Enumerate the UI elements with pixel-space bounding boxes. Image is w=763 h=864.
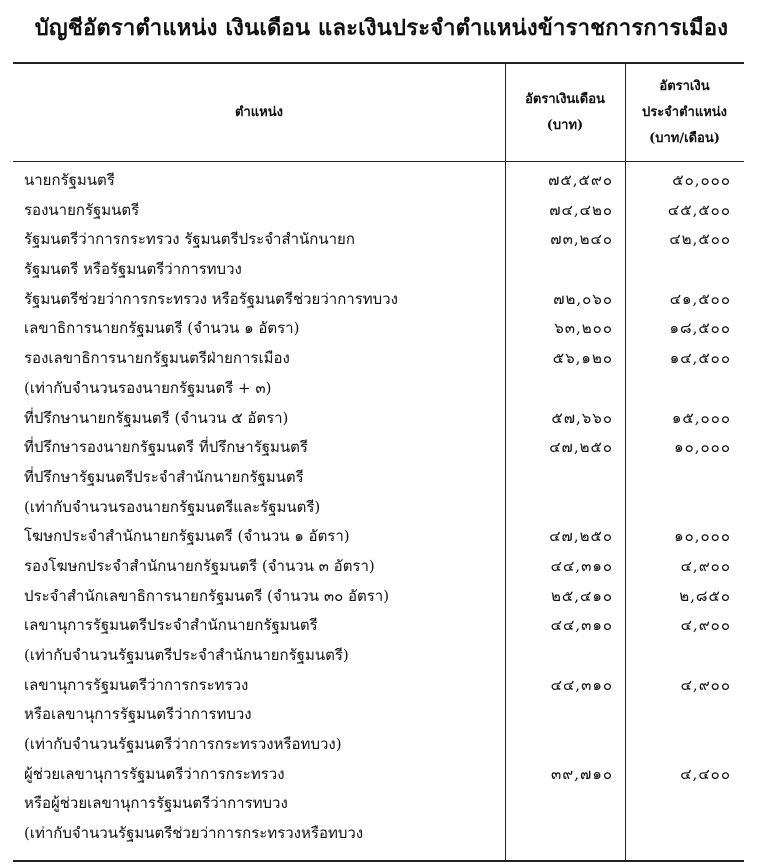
header-allowance-line: อัตราเงิน	[659, 78, 710, 94]
position-cell: (เท่ากับจำนวนรองนายกรัฐมนตรี + ๓)	[24, 378, 272, 397]
allowance-cell: ๔,๙๐๐	[680, 616, 731, 635]
position-cell: (เท่ากับจำนวนรองนายกรัฐมนตรีและรัฐมนตรี)	[24, 497, 321, 516]
allowance-cell: ๔๑,๕๐๐	[669, 289, 731, 308]
position-cell: ประจำสำนักเลขาธิการนายกรัฐมนตรี (จำนวน ๓๐ อัตรา)	[24, 586, 390, 605]
header-allowance-line: (บาท/เดือน)	[649, 130, 720, 146]
table-row	[13, 700, 744, 730]
table-row	[13, 166, 744, 196]
salary-cell: ๕๖,๑๒๐	[552, 349, 613, 368]
salary-cell: ๓๙,๗๑๐	[551, 764, 613, 783]
salary-cell: ๕๗,๖๖๐	[551, 408, 613, 427]
salary-cell: ๒๕,๔๑๐	[550, 586, 613, 605]
table-row	[13, 255, 744, 285]
position-cell: เลขานุการรัฐมนตรีว่าการกระทรวง	[24, 675, 249, 694]
table-row	[13, 285, 744, 315]
allowance-cell: ๔๕,๕๐๐	[667, 200, 731, 219]
table-row	[13, 730, 744, 760]
table-row	[13, 374, 744, 404]
salary-cell: ๗๔,๔๒๐	[549, 200, 613, 219]
allowance-cell: ๑๕,๐๐๐	[671, 408, 731, 427]
table-row	[13, 641, 744, 671]
position-cell: โฆษกประจำสำนักนายกรัฐมนตรี (จำนวน ๑ อัตรา)	[24, 527, 350, 546]
header-allowance	[625, 64, 744, 161]
allowance-cell: ๔,๔๐๐	[680, 764, 731, 783]
allowance-cell: ๑๔,๕๐๐	[669, 349, 731, 368]
header-salary-line: อัตราเงินเดือน	[525, 91, 605, 107]
allowance-cell: ๑๐,๐๐๐	[674, 527, 731, 546]
salary-cell: ๗๒,๐๖๐	[553, 289, 613, 308]
salary-cell: ๖๓,๒๐๐	[554, 319, 613, 338]
salary-cell: ๔๗,๒๕๐	[549, 527, 613, 546]
header-salary-line: (บาท)	[546, 117, 584, 133]
position-cell: ผู้ช่วยเลขานุการรัฐมนตรีว่าการกระทรวง	[24, 764, 285, 783]
allowance-cell: ๔,๙๐๐	[680, 556, 731, 575]
table-row	[13, 522, 744, 552]
position-cell: (เท่ากับจำนวนรัฐมนตรีว่าการกระทรวงหรือทบวง)	[24, 735, 342, 754]
position-cell: รัฐมนตรีช่วยว่าการกระทรวง หรือรัฐมนตรีช่วยว่าการทบวง	[24, 289, 398, 308]
table-row	[13, 819, 744, 849]
position-cell: ที่ปรึกษารองนายกรัฐมนตรี ที่ปรึกษารัฐมนตรี	[24, 438, 308, 457]
position-cell: หรือผู้ช่วยเลขานุการรัฐมนตรีว่าการทบวง	[24, 794, 288, 813]
table-row	[13, 789, 744, 819]
position-cell: รองนายกรัฐมนตรี	[24, 200, 140, 219]
allowance-cell: ๔๒,๕๐๐	[669, 230, 731, 249]
table-row	[13, 463, 744, 493]
table-row	[13, 433, 744, 463]
allowance-cell: ๑๘,๕๐๐	[669, 319, 731, 338]
position-cell: (เท่ากับจำนวนรัฐมนตรีช่วยว่าการกระทรวงหรือทบวง	[24, 824, 364, 843]
salary-cell: ๗๕,๕๙๐	[548, 171, 613, 189]
header-position	[13, 64, 505, 161]
salary-cell: ๔๔,๓๑๐	[550, 616, 613, 635]
allowance-cell: ๑๐,๐๐๐	[674, 438, 731, 457]
allowance-cell: ๒,๘๕๐	[679, 586, 731, 605]
position-cell: รัฐมนตรีว่าการกระทรวง รัฐมนตรีประจำสำนักนายก	[24, 230, 355, 249]
allowance-cell: ๔,๙๐๐	[680, 675, 731, 694]
position-cell: เลขานุการรัฐมนตรีประจำสำนักนายกรัฐมนตรี	[24, 616, 318, 635]
table-row	[13, 582, 744, 612]
position-cell: ที่ปรึกษารัฐมนตรีประจำสำนักนายกรัฐมนตรี	[24, 467, 304, 486]
position-cell: นายกรัฐมนตรี	[24, 171, 115, 189]
table-body	[13, 166, 744, 849]
position-cell: รองโฆษกประจำสำนักนายกรัฐมนตรี (จำนวน ๓ อัตรา)	[24, 556, 375, 575]
table-row	[13, 314, 744, 344]
table-row	[13, 344, 744, 374]
header-divider	[13, 161, 744, 162]
header-allowance-line: ประจำตำแหน่ง	[641, 104, 728, 120]
position-cell: (เท่ากับจำนวนรัฐมนตรีประจำสำนักนายกรัฐมนตรี)	[24, 646, 349, 664]
table-row	[13, 611, 744, 641]
position-cell: หรือเลขานุการรัฐมนตรีว่าการทบวง	[24, 705, 252, 724]
header-position-label: ตำแหน่ง	[235, 104, 283, 120]
salary-cell: ๔๔,๓๑๐	[550, 675, 613, 694]
position-cell: เลขาธิการนายกรัฐมนตรี (จำนวน ๑ อัตรา)	[24, 319, 300, 338]
allowance-cell: ๕๐,๐๐๐	[672, 171, 731, 189]
table-row	[13, 196, 744, 226]
header-salary	[505, 64, 625, 161]
table-row	[13, 552, 744, 582]
table-row	[13, 493, 744, 523]
document-title: บัญชีอัตราตำแหน่ง เงินเดือน และเงินประจำตำแหน่งข้าราชการการเมือง	[34, 15, 729, 41]
table-row	[13, 225, 744, 255]
salary-cell: ๔๗,๒๕๐	[549, 438, 613, 457]
salary-cell: ๔๔,๓๑๐	[550, 556, 613, 575]
table-row	[13, 671, 744, 701]
salary-cell: ๗๓,๒๔๐	[550, 230, 613, 249]
position-cell: ที่ปรึกษานายกรัฐมนตรี (จำนวน ๕ อัตรา)	[24, 408, 289, 427]
table-row	[13, 760, 744, 790]
table-row	[13, 404, 744, 434]
position-cell: รัฐมนตรี หรือรัฐมนตรีว่าการทบวง	[24, 260, 242, 279]
salary-table	[13, 62, 744, 862]
position-cell: รองเลขาธิการนายกรัฐมนตรีฝ่ายการเมือง	[24, 349, 290, 368]
